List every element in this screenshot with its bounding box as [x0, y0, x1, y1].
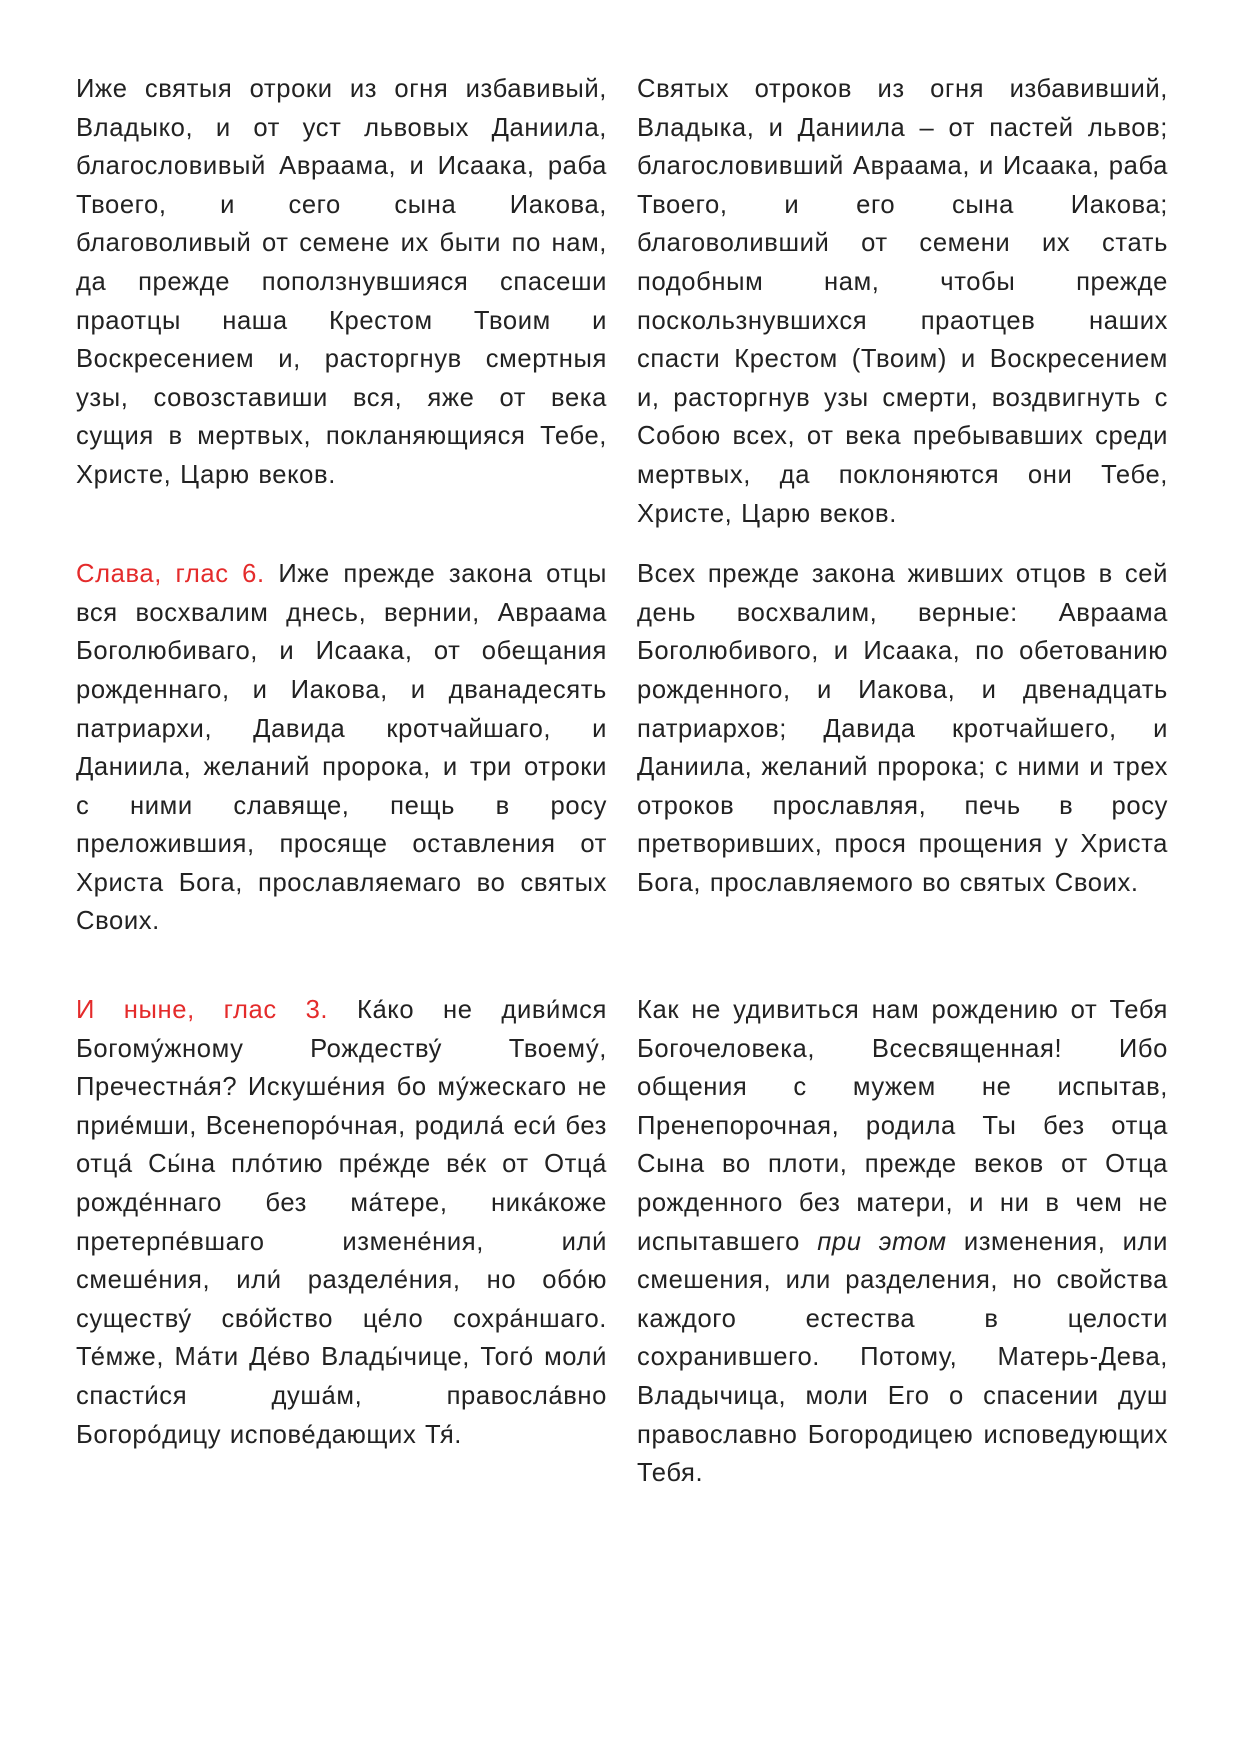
russian-body-continued: изменения, или смешения, или разделения, но свойства каждого естества в целости сохранившего. Потому, Матерь-Дева, Владычица, моли Его о спасении душ православно Богородицею исповедующих Тебя. [637, 1227, 1168, 1488]
russian-body: Как не удивиться нам рождению от Тебя Богочеловека, Всесвященная! Ибо общения с мужем не испытав, Пренепорочная, родила Ты без отца Сына во плоти, прежде веков от Отца рожденного без матери, и ни в чем не испытавшего [637, 996, 1168, 1256]
church-slavonic-text [76, 991, 607, 1493]
section-heading: И ныне, глас 3. [76, 996, 329, 1025]
italic-insertion: при этом [817, 1227, 947, 1256]
russian-body: Всех прежде закона живших отцов в сей день восхвалим, верные: Авраама Боголюбивого, и Исаака, по обетованию рожденного, и Иакова, и двенадцать патриархов; Давида кротчайшего, и Даниила, желаний пророка; с ними и трех отроков прославляя, печь в росу претворивших, прося прощения у Христа Бога, прославляемого во святых Своих. [637, 560, 1168, 897]
section-row [76, 555, 1168, 941]
russian-translation-text [637, 555, 1168, 941]
church-slavonic-text [76, 70, 607, 533]
russian-translation-text [637, 70, 1168, 533]
section-row [76, 70, 1168, 533]
document-page [76, 70, 1168, 1493]
section-row [76, 991, 1168, 1493]
slavonic-body: Иже святыя отроки из огня избавивый, Владыко, и от уст львовых Даниила, благословивый Авраама, и Исаака, раба Твоего, и сего сына Иакова, благоволивый от семене их быти по нам, да прежде поползнувшияся спасеши праотцы наша Крестом Твоим и Воскресением и, расторгнув смертныя узы, совозставиши вся, яже от века сущия в мертвых, покланяющияся Тебе, Христе, Царю веков. [76, 75, 607, 489]
russian-body: Святых отроков из огня избавивший, Владыка, и Даниила – от пастей львов; благословивший Авраама, и Исаака, раба Твоего, и его сына Иакова; благоволивший от семени их стать подобным нам, чтобы прежде поскользнувшихся праотцев наших спасти Крестом (Твоим) и Воскресением и, расторгнув узы смерти, воздвигнуть с Собою всех, от века пребывавших среди мертвых, да поклоняются они Тебе, Христе, Царю веков. [637, 75, 1168, 528]
section-heading: Слава, глас 6. [76, 560, 265, 589]
slavonic-body: Ка́ко не диви́мся Богому́жному Рождеству́ Твоему́, Пречестна́я? Искуше́ния бо му́жескаго не прие́мши, Всенепоро́чная, родила́ еси́ без отца́ Сы́на пло́тию пре́жде ве́к от Отца́ рожде́ннаго без ма́тере, ника́коже претерпе́вшаго измене́ния, или́ смеше́ния, или́ разделе́ния, но обо́ю существу́ сво́йство це́ло сохра́ншаго. Те́мже, Ма́ти Де́во Влады́чице, Того́ моли́ спасти́ся душа́м, правосла́вно Богоро́дицу испове́дающих Тя́. [76, 996, 608, 1449]
church-slavonic-text [76, 555, 607, 941]
russian-translation-text [637, 991, 1168, 1493]
slavonic-body: Иже прежде закона отцы вся восхвалим днесь, вернии, Авраама Боголюбиваго, и Исаака, от обещания рожденнаго, и Иакова, и дванадесять патриархи, Давида кротчайшаго, и Даниила, желаний пророка, и три отроки с ними славяще, пещь в росу преложившия, просяще оставления от Христа Бога, прославляемаго во святых Своих. [76, 560, 607, 936]
